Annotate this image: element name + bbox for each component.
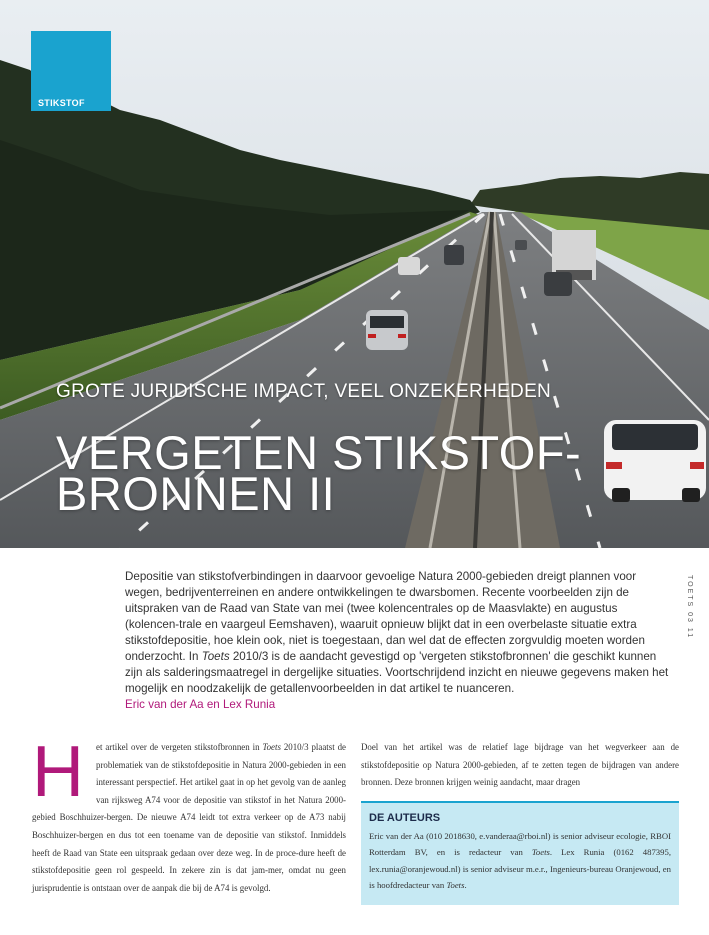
authors-box-text-1: Eric van der Aa (010 2018630, e.vanderaa@rboi.nl) is senior adviseur ecologie, RBOI Rotterdam BV, en is redacteur van <box>369 831 671 858</box>
section-tag <box>31 31 111 111</box>
authors-box-heading: DE AUTEURS <box>369 812 441 824</box>
article-title <box>56 426 582 520</box>
intro-authors: Eric van der Aa en Lex Runia <box>125 698 276 711</box>
authors-box-text-3: . <box>464 880 467 891</box>
authors-box-text-2: . Lex Runia (0162 487395, lex.runia@oranjewoud.nl) is senior adviseur m.e.r., Ingenieurs-bureau Oranjewoud, en is hoofdredacteur van <box>369 847 671 891</box>
intro-text-2: 2010/3 is de aandacht gevestigd op 'vergeten stikstofbronnen' die geschikt kunnen zijn als salderingsmaatregel in dergelijke situaties. Voortschrijdend inzicht en nieuwe gegevens maken het mogelijk en noodzakelijk de getallenvoorbeelden in dat artikel te nuanceren. <box>125 650 669 695</box>
authors-box-journal-2: Toets <box>446 880 465 891</box>
section-tag-label: STIKSTOF <box>38 98 85 108</box>
authors-box-text <box>369 828 671 894</box>
drop-cap: H <box>32 732 84 812</box>
body-left-text-2: 2010/3 plaatst de problematiek van de stikstofdepositie in Natura 2000-gebieden in een interessant perspectief. Het artikel gaat in op het gevolg van de aanleg van rijksweg A74 voor de depositie van stikstof in het Natura 2000-gebied Boschhuizer-bergen. De nieuwe A74 leidt tot extra verkeer op de A73 nabij Boschhuizer-bergen en dus tot een toename van de depositie van stikstof. Inmiddels heeft de Raad van State een uitspraak gedaan over deze weg. In de proce-dure heeft de stikstofdepositie geen rol gespeeld. In zekere zin is dat jam-mer, omdat nu geen jurisprudentie is ontstaan over de aanpak die bij de A74 is gevolgd. <box>32 742 346 893</box>
intro-journal-name: Toets <box>201 650 230 663</box>
intro-text-1: Depositie van stikstofverbindingen in daarvoor gevoelige Natura 2000-gebieden dreigt plannen voor wegen, bedrijventerreinen en andere ontwikkelingen te dwarsbomen. Recente voorbeelden zijn de uitspraken van de Raad van State van mei (twee kolencentrales op de Maasvlakte) en augustus (kolencen-trale en vaargeul Eemshaven), waaruit opnieuw blijkt dat in een overbelaste situatie extra stikstofdepositie, hoe klein ook, niet is toegestaan, dan wel dat de effecten zorgvuldig moeten worden onderzocht. In <box>125 570 645 663</box>
journal-issue-tag: TOETS 03 11 <box>686 575 693 640</box>
authors-box <box>361 801 679 905</box>
body-left-text-1: et artikel over de vergeten stikstofbronnen in <box>96 742 263 752</box>
body-left-journal: Toets <box>262 742 281 752</box>
body-column-left <box>32 732 346 897</box>
article-subtitle: GROTE JURIDISCHE IMPACT, VEEL ONZEKERHEDEN <box>56 381 552 402</box>
body-column-right: Doel van het artikel was de relatief lage bijdrage van het wegverkeer aan de stikstofdepositie op Natura 2000-gebieden, af te zetten tegen de bijdragen van andere bronnen. Deze bronnen krijgen weinig aandacht, maar dragen <box>361 742 679 788</box>
article-title-line-2: BRONNEN II <box>56 467 336 520</box>
authors-box-journal-1: Toets <box>531 847 550 858</box>
intro-paragraph <box>125 569 673 713</box>
article-title-line-1: VERGETEN STIKSTOF- <box>56 426 582 479</box>
